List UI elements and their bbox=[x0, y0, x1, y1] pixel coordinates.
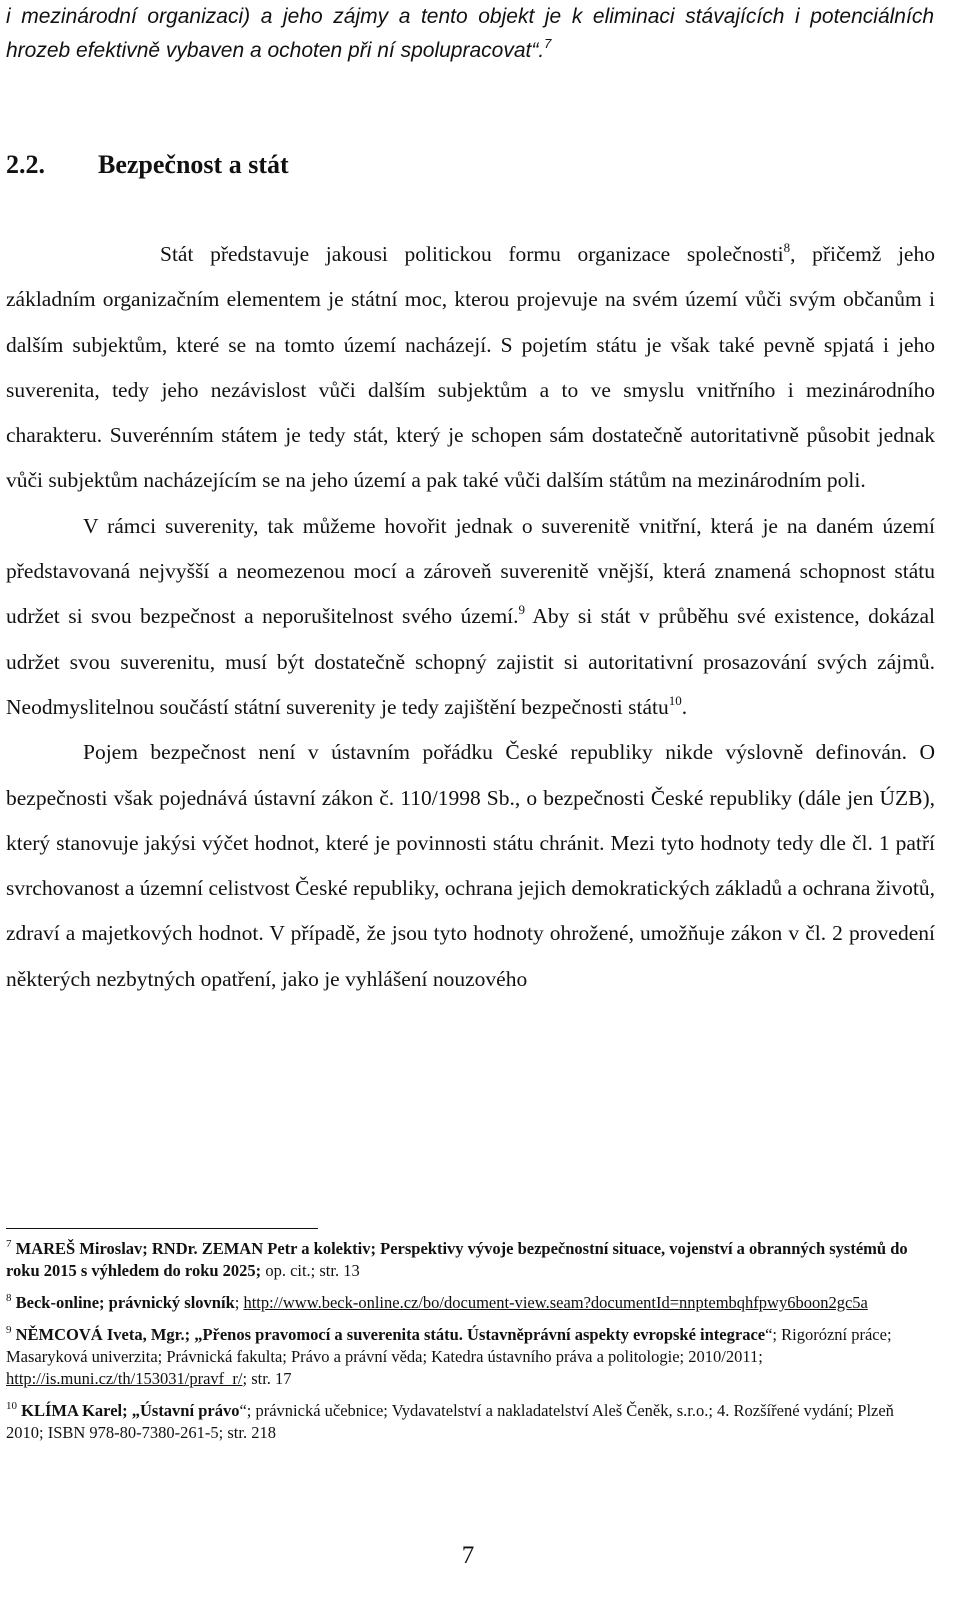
footnote-8 bbox=[6, 1292, 924, 1314]
footnote-9-rest: “; Rigorózní práce; Masaryková univerzita; Právnická fakulta; Právo a právní věda; Katedra ústavního práva a politologie; 2010/2011; bbox=[6, 1325, 892, 1366]
footnote-ref-8[interactable]: 8 bbox=[783, 240, 791, 255]
footnote-7-number: 7 bbox=[6, 1238, 12, 1250]
paragraph-1-text-a: Stát představuje jakousi politickou formu organizace společnosti bbox=[160, 242, 784, 266]
page-number: 7 bbox=[461, 1542, 475, 1569]
footnote-7-rest: op. cit.; str. 13 bbox=[261, 1261, 360, 1280]
footnote-7 bbox=[6, 1238, 924, 1282]
footnote-9 bbox=[6, 1324, 924, 1390]
section-heading bbox=[6, 150, 289, 180]
footnotes bbox=[6, 1238, 924, 1454]
footnote-9-tail: ; str. 17 bbox=[242, 1369, 292, 1388]
body-text bbox=[6, 232, 935, 1002]
footnote-9-link[interactable]: http://is.muni.cz/th/153031/pravf_r/ bbox=[6, 1369, 243, 1388]
carryover-paragraph bbox=[6, 0, 934, 68]
footnote-8-link[interactable]: http://www.beck-online.cz/bo/document-view.seam?documentId=nnptembqhfpwy6boon2gc5a bbox=[243, 1293, 868, 1312]
carryover-text: i mezinárodní organizaci) a jeho zájmy a tento objekt je k eliminaci stávajících i potenciálních hrozeb efektivně vybaven a ochoten při ní spolupracovat“. bbox=[6, 5, 934, 62]
footnote-10-citation: KLÍMA Karel; „Ústavní právo bbox=[21, 1401, 240, 1420]
paragraph-1 bbox=[6, 232, 935, 504]
footnote-8-citation: Beck-online; právnický slovník bbox=[15, 1293, 235, 1312]
footnote-8-separator: ; bbox=[234, 1293, 244, 1312]
footnote-10-rest: “; právnická učebnice; Vydavatelství a nakladatelství Aleš Čeněk, s.r.o.; 4. Rozšířené vydání; Plzeň 2010; ISBN 978-80-7380-261-5; str. 218 bbox=[6, 1401, 894, 1442]
paragraph-3: Pojem bezpečnost není v ústavním pořádku České republiky nikde výslovně definován. O bezpečnosti však pojednává ústavní zákon č. 110/1998 Sb., o bezpečnosti České republiky (dále jen ÚZB), který stanovuje jakýsi výčet hodnot, které je povinnosti státu chránit. Mezi tyto hodnoty tedy dle čl. 1 patří svrchovanost a územní celistvost České republiky, ochrana jejich demokratických základů a ochrana životů, zdraví a majetkových hodnot. V případě, že jsou tyto hodnoty ohrožené, umožňuje zákon v čl. 2 provedení některých nezbytných opatření, jako je vyhlášení nouzového bbox=[6, 740, 935, 991]
paragraph-2-text-a: V rámci suverenity, tak můžeme hovořit jednak o suverenitě vnitřní, která je na daném území představovaná nejvyšší a neomezenou mocí a zároveň suverenitě vnější, která znamená schopnost státu udržet si svou bezpečnost a neporušitelnost svého území. bbox=[6, 513, 935, 629]
footnote-separator bbox=[6, 1228, 318, 1229]
paragraph-2-text-c: . bbox=[681, 694, 688, 719]
footnote-9-number: 9 bbox=[6, 1324, 12, 1336]
footnote-10-number: 10 bbox=[6, 1400, 17, 1412]
footnote-ref-9[interactable]: 9 bbox=[518, 602, 526, 618]
footnote-7-citation: MAREŠ Miroslav; RNDr. ZEMAN Petr a kolektiv; Perspektivy vývoje bezpečnostní situace, vojenství a obranných systémů do roku 2015 s výhledem do roku 2025; bbox=[6, 1239, 908, 1280]
paragraph-2-text-b: Aby si stát v průběhu své existence, dokázal udržet svou suverenitu, musí být dostatečně schopný zajistit si autoritativní prosazování svých zájmů. Neodmyslitelnou součástí státní suverenity je tedy zajištění bezpečnosti státu bbox=[6, 604, 935, 719]
paragraph-2 bbox=[6, 504, 935, 730]
footnote-10 bbox=[6, 1400, 924, 1444]
footnote-9-citation: NĚMCOVÁ Iveta, Mgr.; „Přenos pravomocí a suverenita státu. Ústavněprávní aspekty evropské integrace bbox=[15, 1325, 766, 1344]
footnote-ref-10[interactable]: 10 bbox=[668, 692, 682, 708]
section-title: Bezpečnost a stát bbox=[98, 150, 289, 179]
footnote-ref-7[interactable]: 7 bbox=[544, 36, 552, 51]
section-number: 2.2. bbox=[6, 150, 45, 179]
paragraph-1-text-b: , přičemž jeho základním organizačním elementem je státní moc, kterou projevuje na svém území vůči svým občanům i dalším subjektům, které se na tomto území nacházejí. S pojetím státu je však také pevně spjatá i jeho suverenita, tedy jeho nezávislost vůči dalším subjektům a to ve smyslu vnitřního i mezinárodního charakteru. Suverénním státem je tedy stát, který je schopen sám dostatečně autoritativně působit jednak vůči subjektům nacházejícím se na jeho území a pak také vůči dalším státům na mezinárodním poli. bbox=[6, 242, 935, 493]
footnote-8-number: 8 bbox=[6, 1292, 12, 1304]
